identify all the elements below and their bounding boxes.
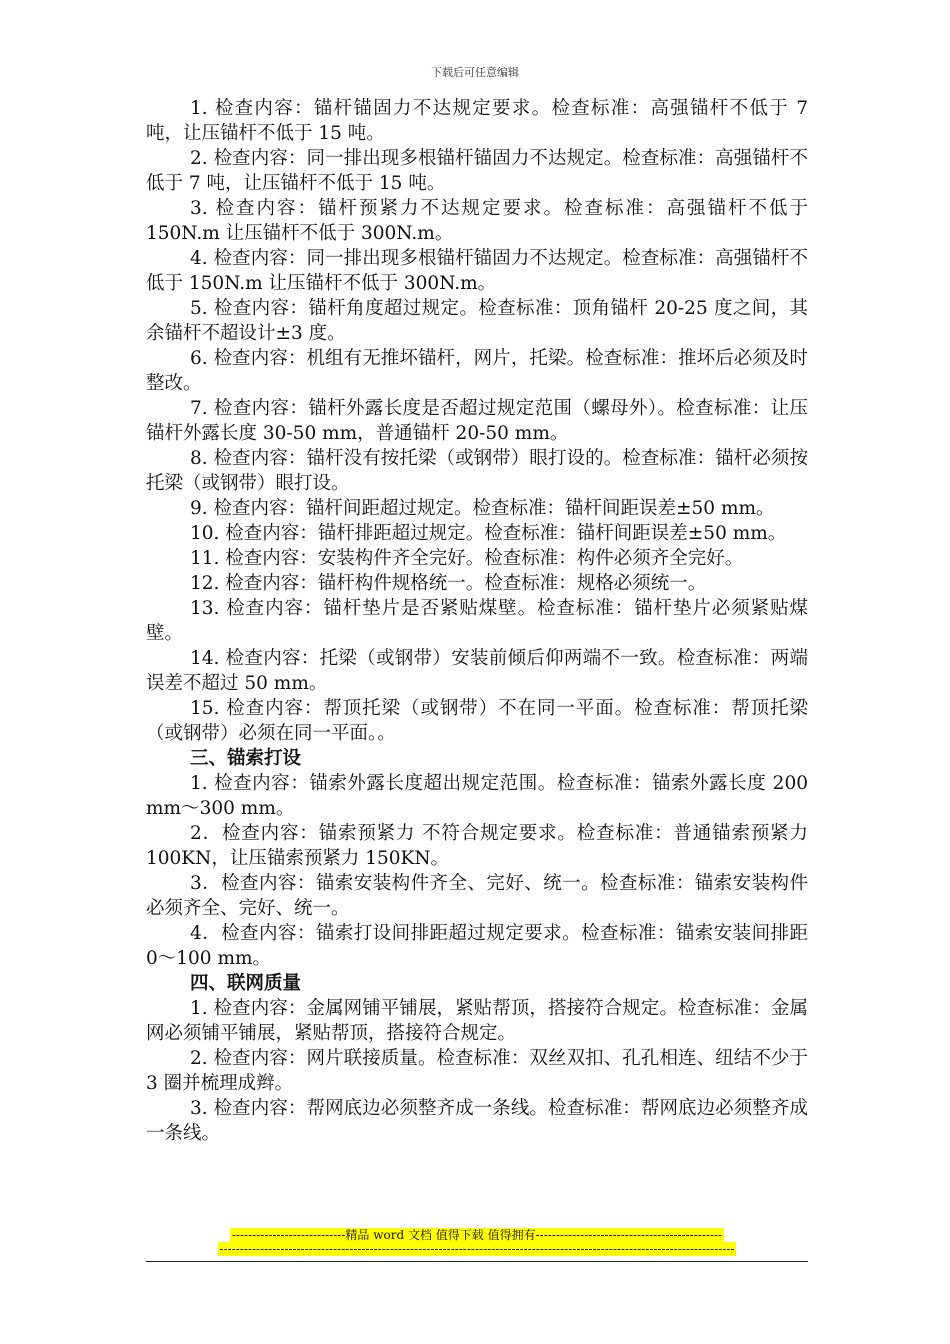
bolt-item-9: 9. 检查内容：锚杆间距超过规定。检查标准：锚杆间距误差±50 mm。	[190, 498, 775, 519]
bolt-item-1: 1. 检查内容：锚杆锚固力不达规定要求。检查标准：高强锚杆不低于 7 吨，让压锚杆不低于 15 吨。	[146, 98, 808, 144]
cable-item-3: 3．检查内容：锚索安装构件齐全、完好、统一。检查标准：锚索安装构件必须齐全、完好、统一。	[146, 873, 808, 919]
bolt-item-11: 11. 检查内容：安装构件齐全完好。检查标准：构件必须齐全完好。	[190, 548, 744, 569]
mesh-item-3: 3. 检查内容：帮网底边必须整齐成一条线。检查标准：帮网底边必须整齐成一条线。	[146, 1098, 808, 1144]
cable-item-1: 1. 检查内容：锚索外露长度超出规定范围。检查标准：锚索外露长度 200 mm～300 mm。	[146, 773, 808, 819]
cable-item-2: 2．检查内容：锚索预紧力 不符合规定要求。检查标准：普通锚索预紧力 100KN，让压锚索预紧力 150KN。	[146, 823, 808, 869]
page-header: 下载后可任意编辑	[431, 66, 519, 79]
bolt-item-12: 12. 检查内容：锚杆构件规格统一。检查标准：规格必须统一。	[190, 573, 707, 594]
footer-dashes: -------------------------------------------------------------------------------------------------------------------------------	[219, 1242, 735, 1256]
bolt-item-15: 15. 检查内容：帮顶托梁（或钢带）不在同一平面。检查标准：帮顶托梁（或钢带）必须在同一平面。。	[146, 698, 808, 744]
document-body	[146, 96, 808, 1146]
mesh-item-1: 1. 检查内容：金属网铺平铺展，紧贴帮顶，搭接符合规定。检查标准：金属网必须铺平铺展，紧贴帮顶，搭接符合规定。	[146, 998, 808, 1044]
bolt-item-3: 3. 检查内容：锚杆预紧力不达规定要求。检查标准：高强锚杆不低于 150N.m 让压锚杆不低于 300N.m。	[146, 198, 808, 244]
bolt-item-10: 10. 检查内容：锚杆排距超过规定。检查标准：锚杆间距误差±50 mm。	[190, 523, 787, 544]
section-heading-mesh-quality: 四、联网质量	[190, 973, 302, 994]
page-footer	[146, 1228, 808, 1256]
footer-banner: ----------------------------精品 word 文档 值得下载 值得拥有----------------------------------------------	[231, 1228, 723, 1242]
bolt-item-4: 4. 检查内容：同一排出现多根锚杆锚固力不达规定。检查标准：高强锚杆不低于 150N.m 让压锚杆不低于 300N.m。	[146, 248, 808, 294]
bolt-item-5: 5. 检查内容：锚杆角度超过规定。检查标准：顶角锚杆 20-25 度之间，其余锚杆不超设计±3 度。	[146, 298, 808, 344]
bolt-item-6: 6. 检查内容：机组有无推坏锚杆，网片，托梁。检查标准：推坏后必须及时整改。	[146, 348, 808, 394]
bolt-item-7: 7. 检查内容：锚杆外露长度是否超过规定范围（螺母外）。检查标准：让压锚杆外露长度 30-50 mm，普通锚杆 20-50 mm。	[146, 398, 808, 444]
footer-rule	[146, 1261, 808, 1262]
bolt-item-14: 14. 检查内容：托梁（或钢带）安装前倾后仰两端不一致。检查标准：两端误差不超过 50 mm。	[146, 648, 808, 694]
bolt-item-13: 13. 检查内容：锚杆垫片是否紧贴煤壁。检查标准：锚杆垫片必须紧贴煤壁。	[146, 598, 808, 644]
mesh-item-2: 2. 检查内容：网片联接质量。检查标准：双丝双扣、孔孔相连、纽结不少于 3 圈并梳理成辫。	[146, 1048, 808, 1094]
bolt-item-8: 8. 检查内容：锚杆没有按托梁（或钢带）眼打设的。检查标准：锚杆必须按托梁（或钢带）眼打设。	[146, 448, 808, 494]
cable-item-4: 4．检查内容：锚索打设间排距超过规定要求。检查标准：锚索安装间排距 0～100 mm。	[146, 923, 808, 969]
bolt-item-2: 2. 检查内容：同一排出现多根锚杆锚固力不达规定。检查标准：高强锚杆不低于 7 吨，让压锚杆不低于 15 吨。	[146, 148, 808, 194]
section-heading-anchor-cable: 三、锚索打设	[190, 748, 302, 769]
